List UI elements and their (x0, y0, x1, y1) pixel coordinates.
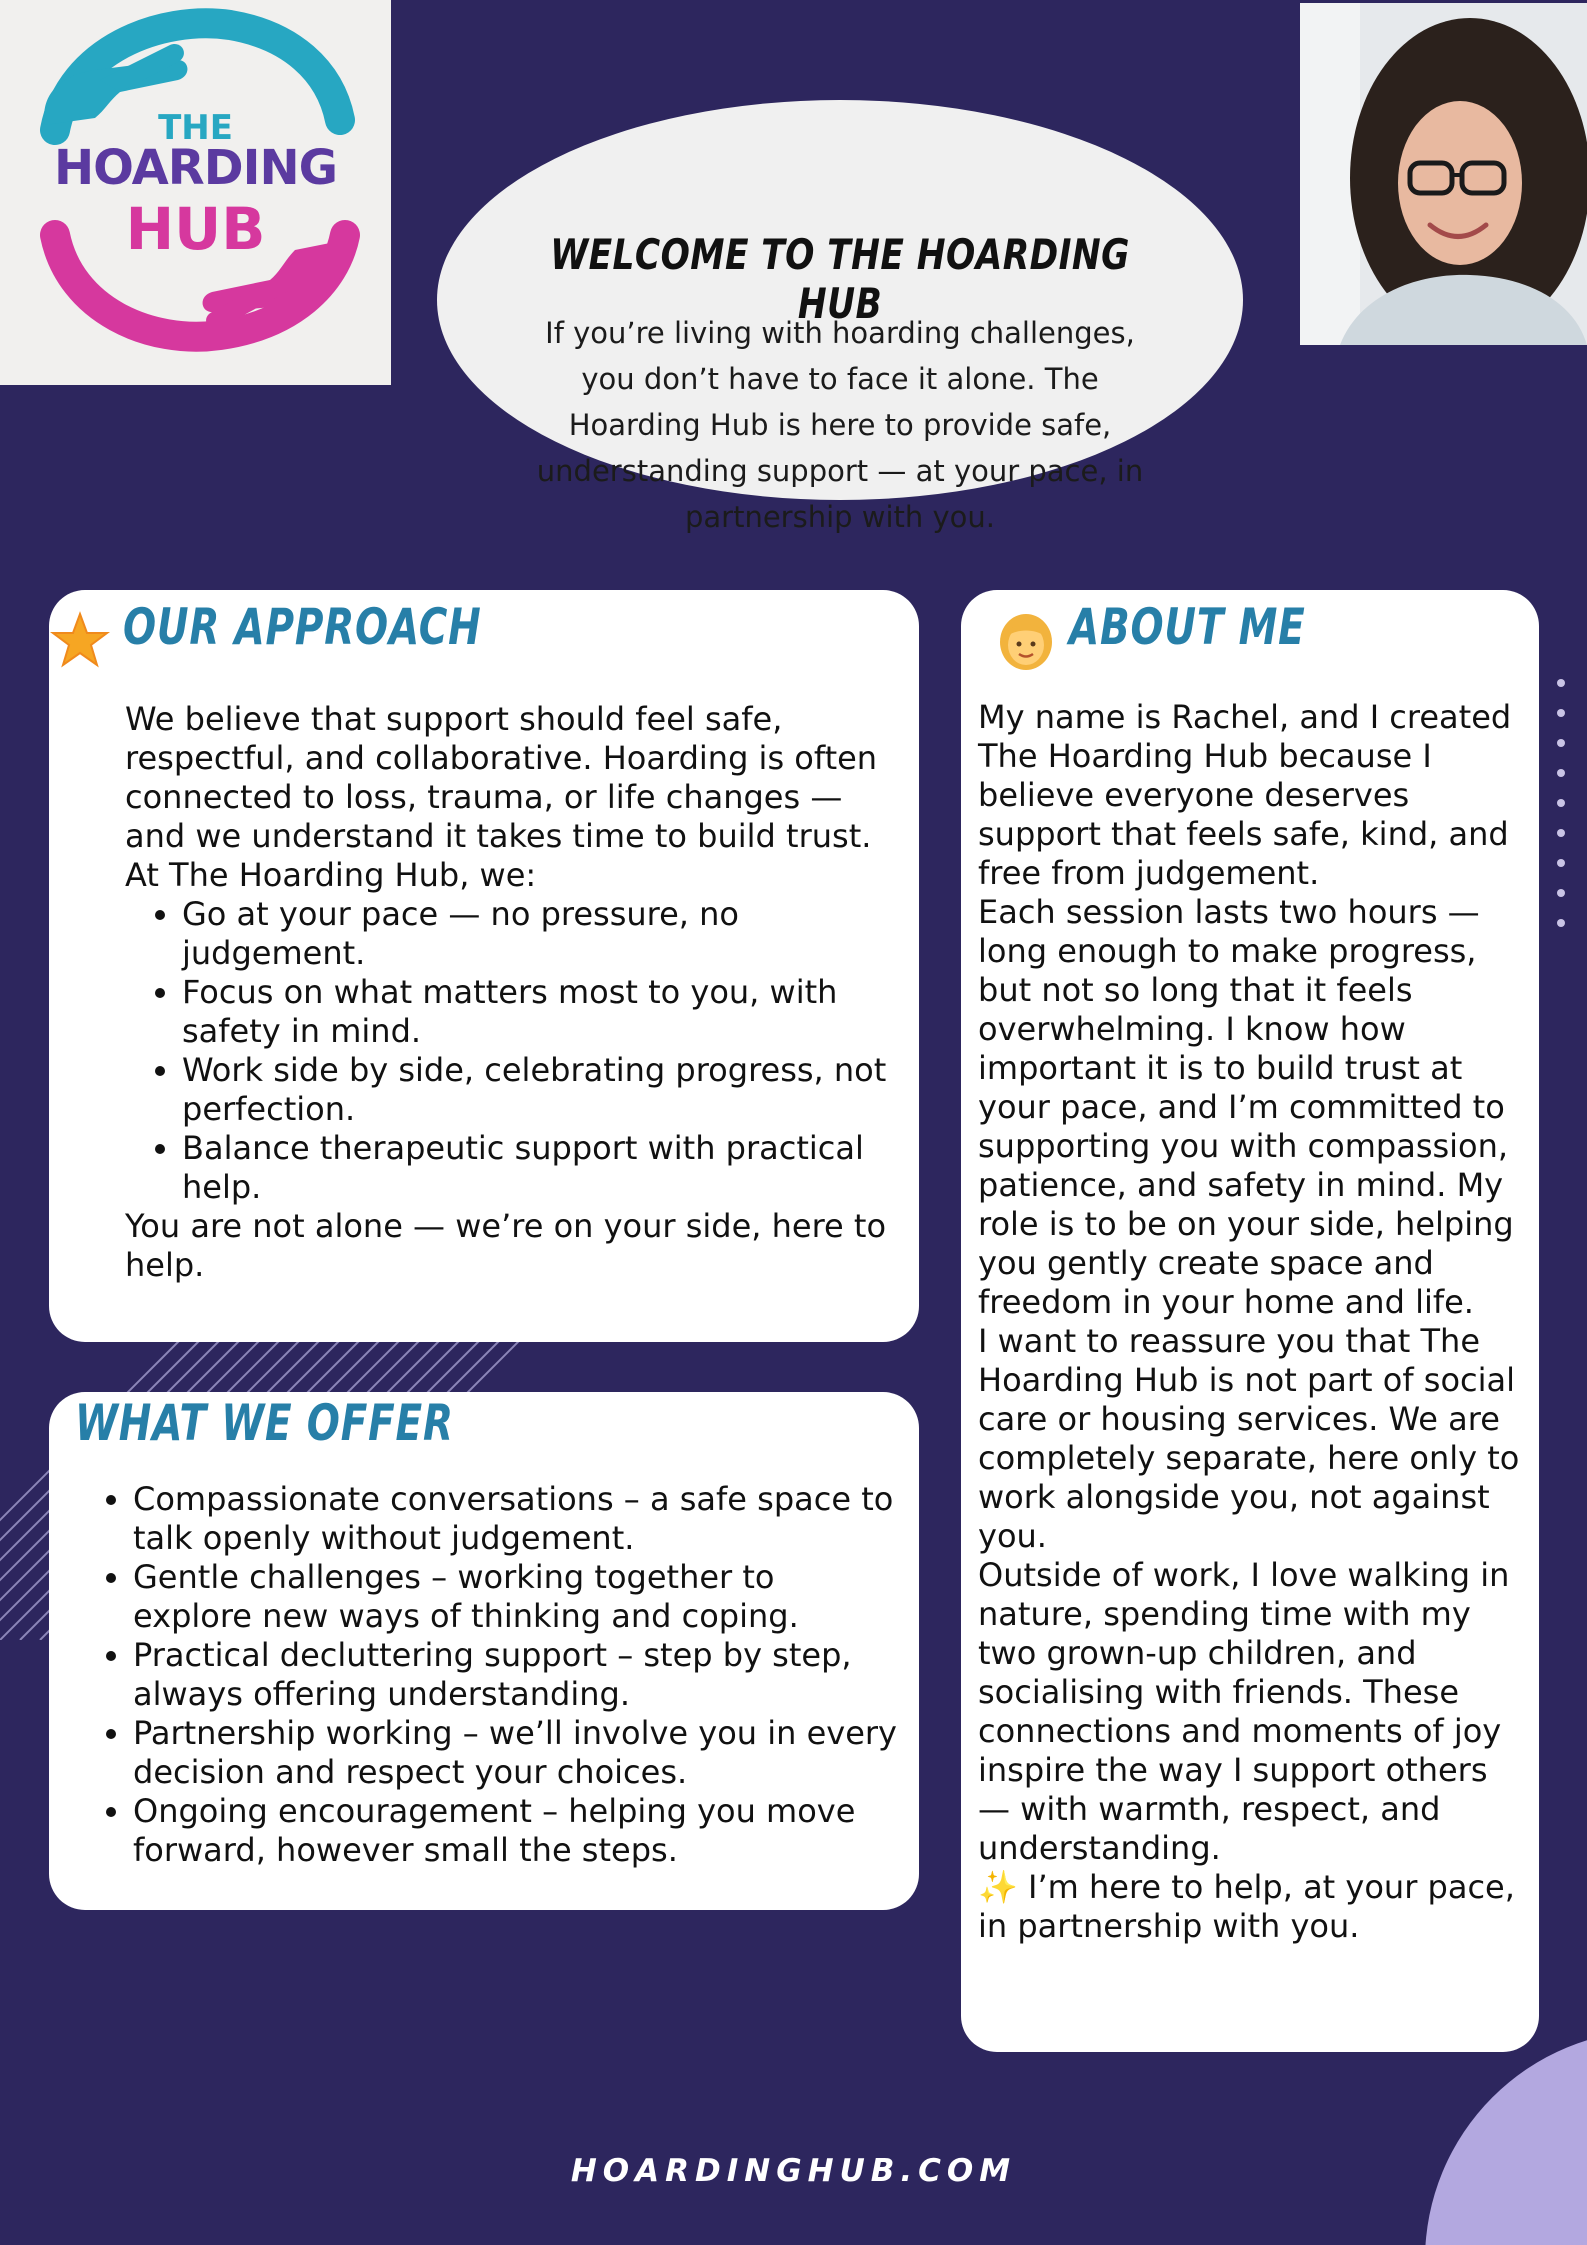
decorative-corner-circle (1425, 2030, 1587, 2245)
about-paragraph: I want to reassure you that The Hoarding Hub is not part of social care or housing services. We are completely separate, here only to work alongside you, not against you. (978, 1322, 1520, 1555)
approach-heading: OUR APPROACH (123, 598, 482, 656)
list-item: • Partnership working – we’ll involve you in every decision and respect your choices. (133, 1714, 903, 1792)
list-item: • Go at your pace — no pressure, no judgement. (182, 895, 895, 973)
logo-hub: HUB (125, 195, 266, 263)
approach-list (125, 895, 895, 1207)
website-link[interactable]: HOARDINGHUB.COM (570, 2153, 1017, 2189)
star-icon (49, 610, 111, 672)
about-paragraph: Outside of work, I love walking in nature, spending time with my two grown-up children, and socialising with friends. These connections and moments of joy inspire the way I support others — with warmth, respect, and understanding. (978, 1556, 1510, 1867)
offer-text (73, 1480, 903, 1870)
decorative-dots (1555, 675, 1575, 935)
list-item: • Focus on what matters most to you, with safety in mind. (182, 973, 895, 1051)
welcome-bubble (437, 100, 1243, 534)
offer-card (49, 1392, 919, 1910)
offer-heading: WHAT WE OFFER (75, 1394, 454, 1452)
approach-lead: At The Hoarding Hub, we: (125, 856, 537, 894)
logo-the: THE (158, 108, 233, 148)
approach-closing: You are not alone — we’re on your side, here to help. (125, 1207, 887, 1284)
portrait-photo (1300, 3, 1587, 345)
logo-hoarding: HOARDING (53, 140, 338, 196)
approach-text (125, 700, 895, 1285)
welcome-body: If you’re living with hoarding challenges, you don’t have to face it alone. The Hoarding Hub is here to provide safe, understanding support — at your pace, in partnership with you. (536, 316, 1144, 534)
logo (0, 0, 391, 385)
list-item: • Gentle challenges – working together to explore new ways of thinking and coping. (133, 1558, 903, 1636)
list-item: • Ongoing encouragement – helping you move forward, however small the steps. (133, 1792, 903, 1870)
list-item: • Practical decluttering support – step by step, always offering understanding. (133, 1636, 903, 1714)
list-item: • Work side by side, celebrating progress, not perfection. (182, 1051, 895, 1129)
about-paragraph: Each session lasts two hours — long enough to make progress, but not so long that it feels overwhelming. I know how important it is to build trust at your pace, and I’m committed to supporting you with compassion, patience, and safety in mind. My role is to be on your side, helping you gently create space and freedom in your home and life. (978, 893, 1514, 1321)
about-heading: ABOUT ME (1069, 598, 1306, 656)
list-item: • Compassionate conversations – a safe space to talk openly without judgement. (133, 1480, 903, 1558)
woman-icon (997, 612, 1055, 672)
approach-card (49, 590, 919, 1342)
about-paragraph: My name is Rachel, and I created The Hoarding Hub because I believe everyone deserves support that feels safe, kind, and free from judgement. (978, 698, 1512, 892)
welcome-title: WELCOME TO THE HOARDING HUB (550, 230, 1130, 328)
about-card (961, 590, 1539, 2052)
about-paragraph: ✨ I’m here to help, at your pace, in partnership with you. (978, 1868, 1515, 1945)
approach-intro: We believe that support should feel safe, respectful, and collaborative. Hoarding is often connected to loss, trauma, or life changes — and we understand it takes time to build trust. (125, 700, 878, 855)
list-item: • Balance therapeutic support with practical help. (182, 1129, 895, 1207)
about-text (978, 698, 1528, 1946)
offer-list (73, 1480, 903, 1870)
